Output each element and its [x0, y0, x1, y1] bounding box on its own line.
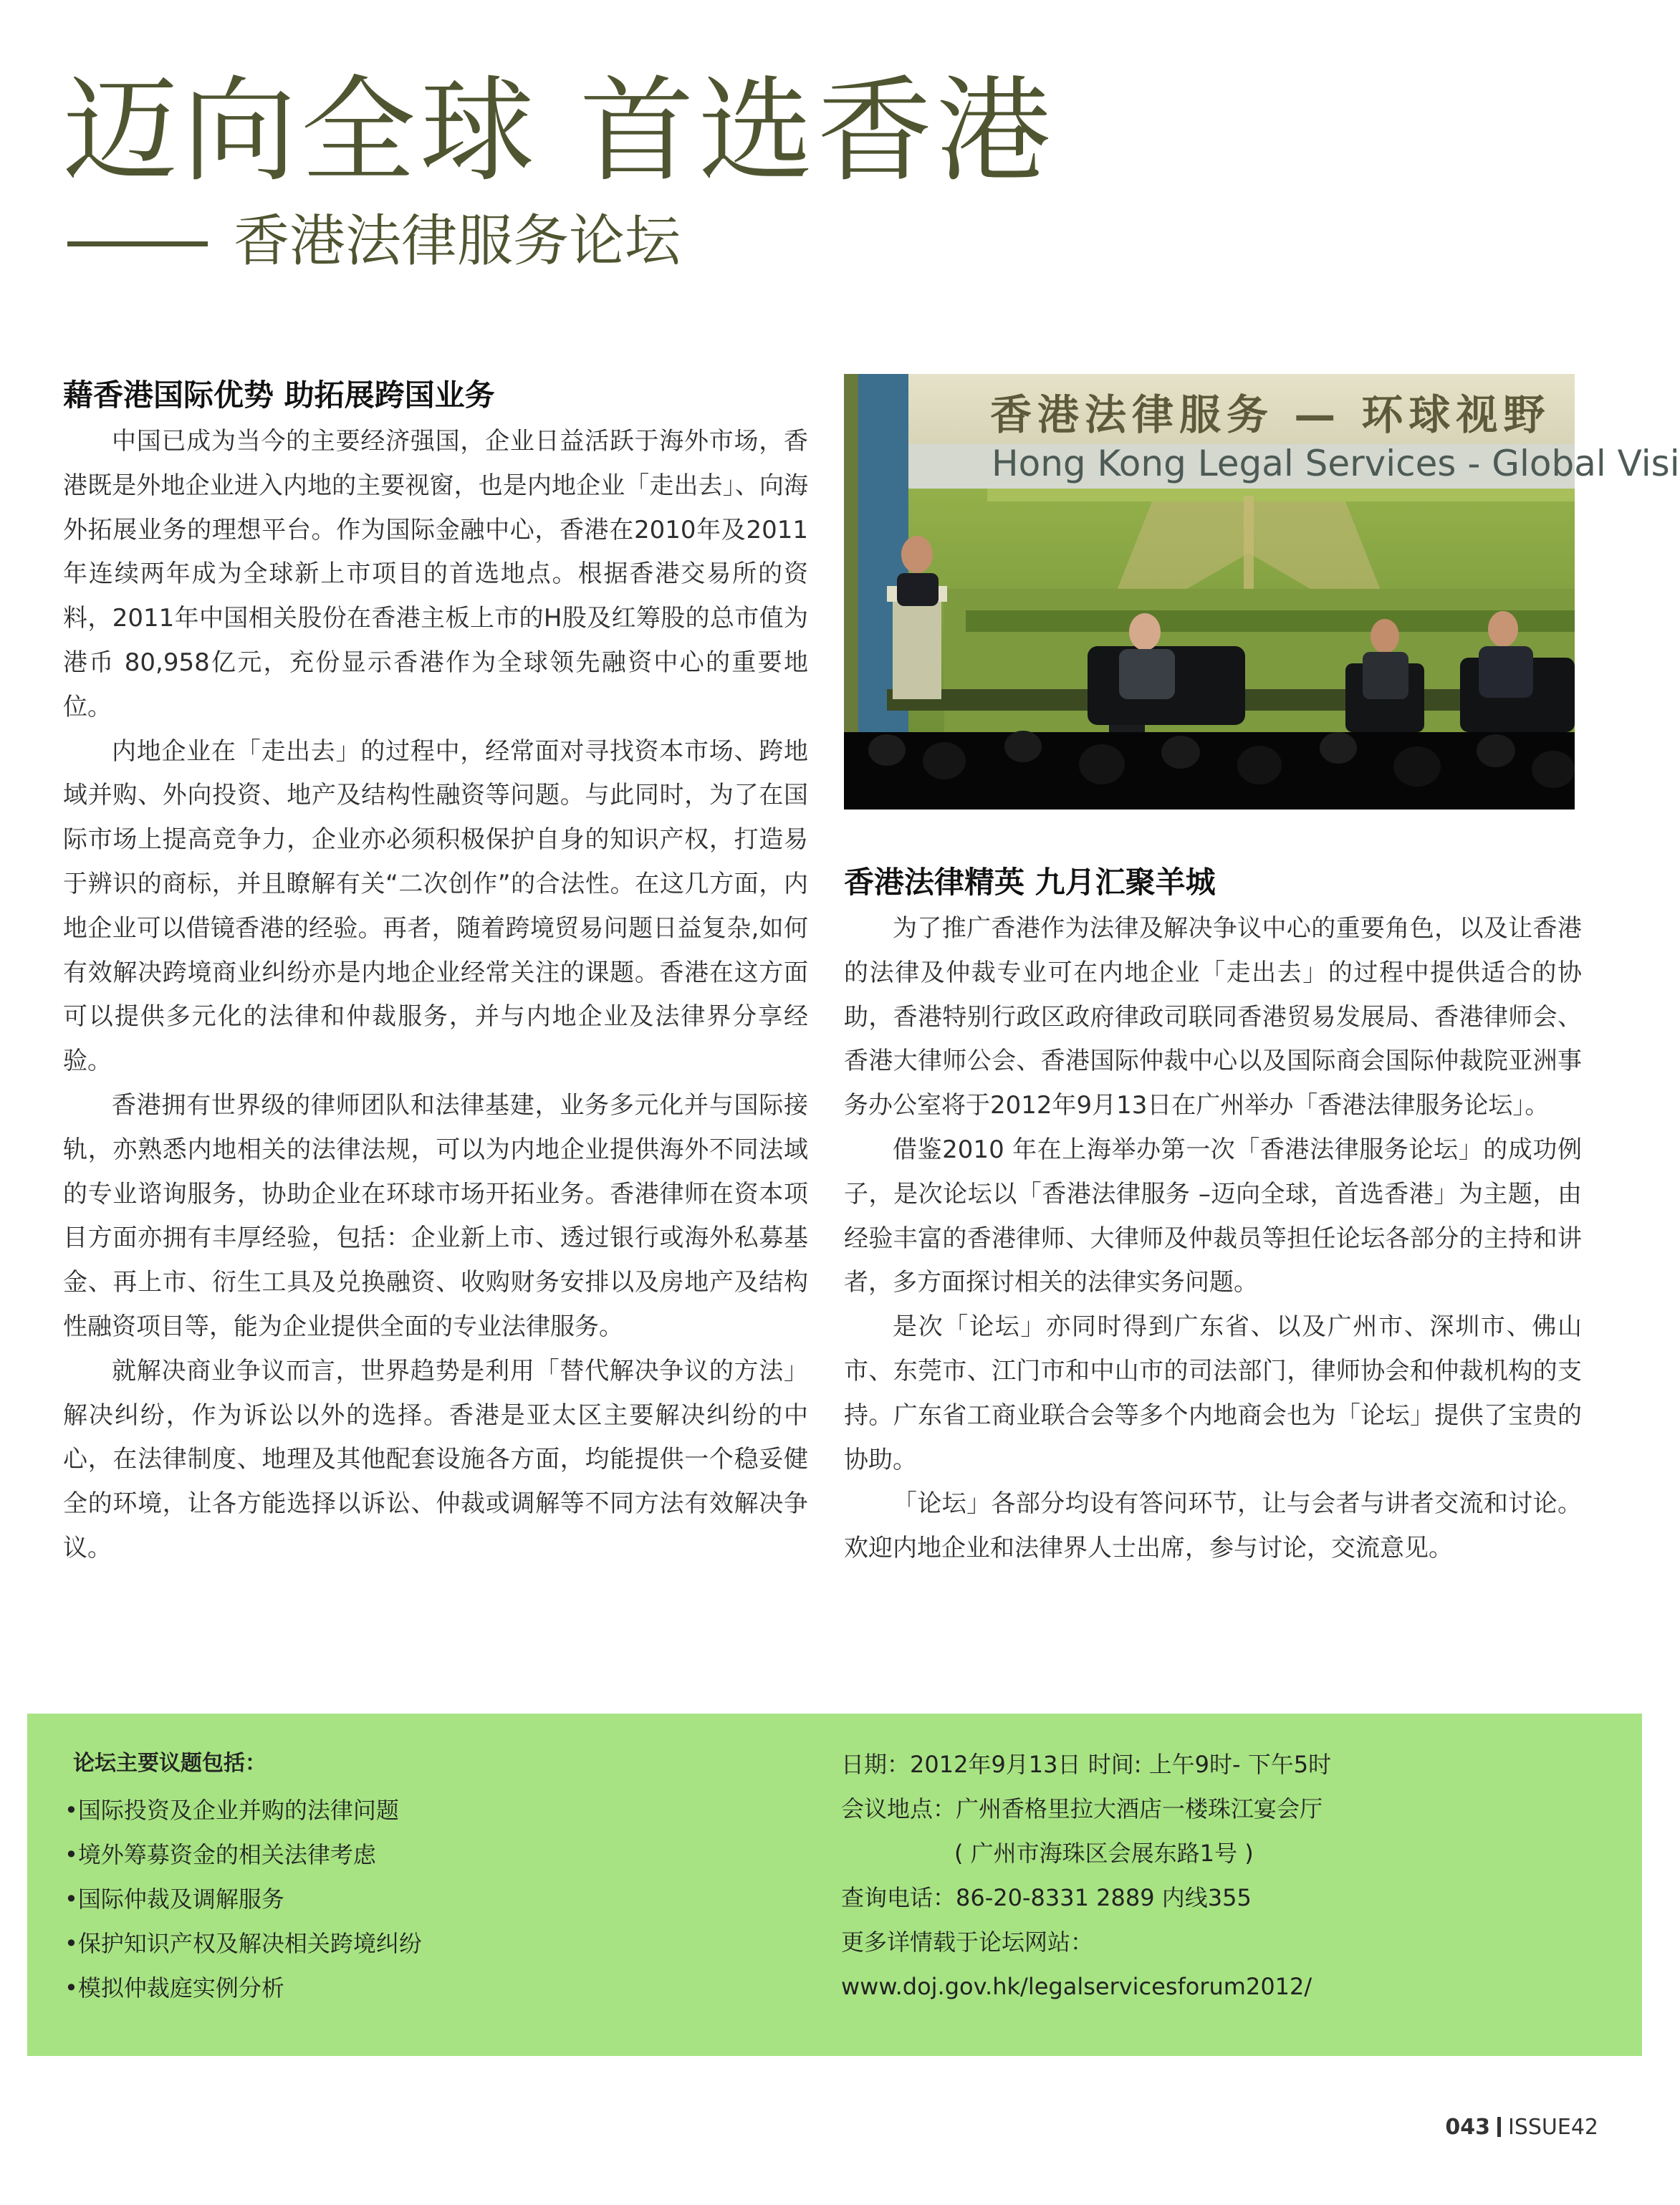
issue-label: ISSUE42: [1507, 2115, 1598, 2140]
page-title: 迈向全球 首选香港: [63, 64, 1055, 198]
page-number: 043: [1445, 2115, 1490, 2140]
section2-heading: 香港法律精英 九月汇聚羊城: [844, 865, 1216, 900]
section1-heading: 藉香港国际优势 助拓展跨国业务: [63, 378, 495, 413]
topic-item: •国际投资及企业并购的法律问题: [64, 1797, 399, 1824]
forum-info-box: [27, 1714, 1642, 2056]
section1-paragraph: 中国已成为当今的主要经济强国，企业日益活跃于海外市场，香港既是外地企业进入内地的主要视窗，也是内地企业「走出去」、向海外拓展业务的理想平台。作为国际金融中心，香港在2010年及2011年连续两年成为全球新上市项目的首选地点。根据香港交易所的资料，2011年中国相关股份在香港主板上市的H股及红筹股的总市值为港币 80,958亿元，充份显示香港作为全球领先融资中心的重要地位。: [63, 427, 808, 721]
event-phone: 查询电话：86-20-8331 2889 内线355: [841, 1884, 1252, 1911]
topic-item: •境外筹募资金的相关法律考虑: [64, 1841, 376, 1868]
footer-separator: [1497, 2117, 1501, 2137]
topic-item: •保护知识产权及解决相关跨境纠纷: [64, 1930, 422, 1957]
photo-banner-english: Hong Kong Legal Services - Global Visi: [992, 443, 1680, 484]
section2-paragraph: 「论坛」各部分均设有答问环节，让与会者与讲者交流和讨论。欢迎内地企业和法律界人士出席，参与讨论，交流意见。: [844, 1489, 1582, 1563]
topic-item: •国际仲裁及调解服务: [64, 1885, 284, 1913]
event-venue: 会议地点：广州香格里拉大酒店一楼珠江宴会厅: [841, 1795, 1323, 1822]
section1-paragraph: 就解决商业争议而言，世界趋势是利用「替代解决争议的方法」解决纠纷，作为诉讼以外的选择。香港是亚太区主要解决纠纷的中心，在法律制度、地理及其他配套设施各方面，均能提供一个稳妥健全的环境，让各方能选择以诉讼、仲裁或调解等不同方法有效解决争议。: [63, 1356, 808, 1562]
section1-paragraph: 内地企业在「走出去」的过程中，经常面对寻找资本市场、跨地域并购、外向投资、地产及结构性融资等问题。与此同时，为了在国际市场上提高竞争力，企业亦必须积极保护自身的知识产权，打造易于辨识的商标，并且瞭解有关“二次创作”的合法性。在这几方面，内地企业可以借镜香港的经验。再者，随着跨境贸易问题日益复杂,如何有效解决跨境商业纠纷亦是内地企业经常关注的课题。香港在这方面可以提供多元化的法律和仲裁服务，并与内地企业及法律界分享经验。: [63, 736, 808, 1076]
section1-paragraph: 香港拥有世界级的律师团队和法律基建，业务多元化并与国际接轨，亦熟悉内地相关的法律法规，可以为内地企业提供海外不同法域的专业谘询服务，协助企业在环球市场开拓业务。香港律师在资本项目方面亦拥有丰厚经验，包括：企业新上市、透过银行或海外私募基金、再上市、衍生工具及兑换融资、收购财务安排以及房地产及结构性融资项目等，能为企业提供全面的专业法律服务。: [63, 1090, 808, 1341]
event-date-time: 日期：2012年9月13日 时间: 上午9时- 下午5时: [841, 1751, 1332, 1778]
event-details: [841, 1742, 1331, 2009]
page-footer: [1445, 2113, 1598, 2142]
section2-paragraph: 是次「论坛」亦同时得到广东省、以及广州市、深圳市、佛山市、东莞市、江门市和中山市的司法部门，律师协会和仲裁机构的支持。广东省工商业联合会等多个内地商会也为「论坛」提供了宝贵的协助。: [844, 1312, 1582, 1474]
section2-paragraph: 为了推广香港作为法律及解决争议中心的重要角色，以及让香港的法律及仲裁专业可在内地企业「走出去」的过程中提供适合的协助，香港特别行政区政府律政司联同香港贸易发展局、香港律师会、香港大律师公会、香港国际仲裁中心以及国际商会国际仲裁院亚洲事务办公室将于2012年9月13日在广州举办「香港法律服务论坛」。: [844, 914, 1582, 1120]
subtitle-dash: [67, 241, 208, 246]
topics-title: 论坛主要议题包括：: [73, 1751, 267, 1776]
left-column: [63, 373, 808, 1571]
photo-banner-chinese: 香港法律服务 — 环球视野: [990, 390, 1551, 439]
event-address: ( 广州市海珠区会展东路1号 ): [954, 1840, 1254, 1867]
event-website-link[interactable]: www.doj.gov.hk/legalservicesforum2012/: [841, 1973, 1312, 2000]
topic-item: •模拟仲裁庭实例分析: [64, 1974, 284, 2002]
section2-paragraph: 借鉴2010 年在上海举办第一次「香港法律服务论坛」的成功例子，是次论坛以「香港法律服务 –迈向全球，首选香港」为主题，由经验丰富的香港律师、大律师及仲裁员等担任论坛各部分的主持和讲者，多方面探讨相关的法律实务问题。: [844, 1135, 1582, 1297]
forum-photo: [844, 374, 1680, 810]
topics-list: [64, 1788, 422, 2010]
right-column: [844, 860, 1582, 1571]
page-subtitle: 香港法律服务论坛: [234, 209, 681, 274]
event-more-info: 更多详情载于论坛网站：: [841, 1928, 1094, 1956]
